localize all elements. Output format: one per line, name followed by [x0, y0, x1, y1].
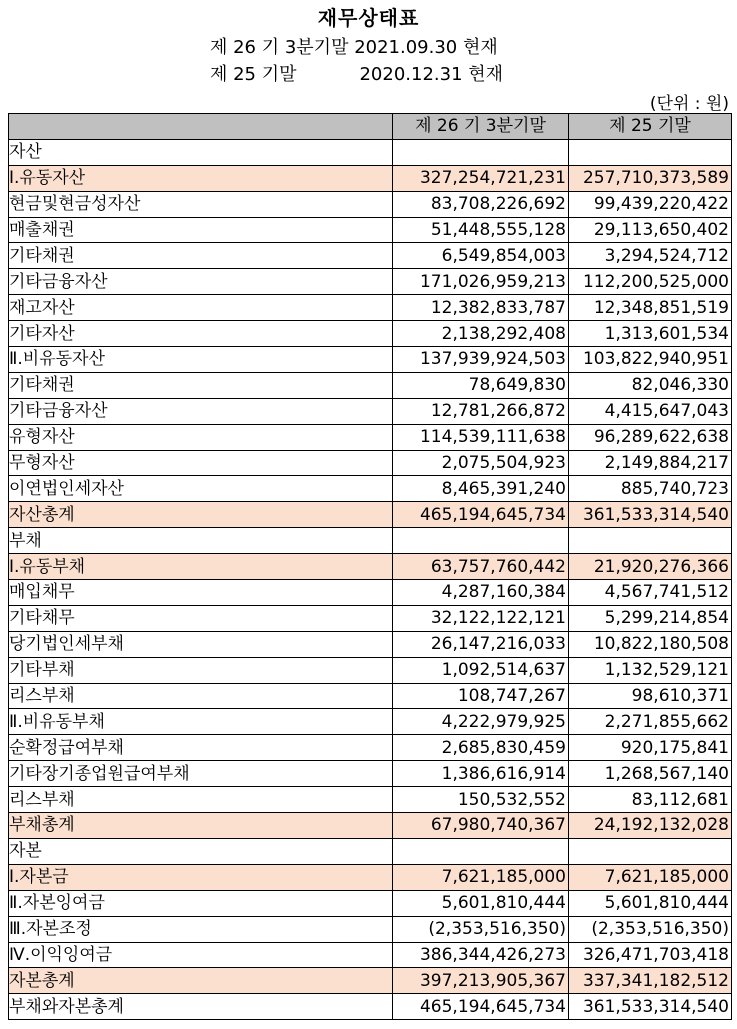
- current-period-value: 6,549,854,003: [393, 243, 569, 269]
- account-label: 현금및현금성자산: [9, 191, 393, 217]
- prior-period-value: 326,471,703,418: [569, 942, 732, 968]
- prior-period-value: 24,192,132,028: [569, 813, 732, 839]
- table-row: [9, 295, 732, 321]
- table-body: [9, 139, 732, 1019]
- statement-header: [0, 0, 737, 112]
- account-label: 이연법인세자산: [9, 476, 393, 502]
- current-period-value: 78,649,830: [393, 372, 569, 398]
- account-label: 기타자산: [9, 321, 393, 347]
- table-row: [9, 864, 732, 890]
- table-row: [9, 580, 732, 606]
- account-label: 리스부채: [9, 787, 393, 813]
- account-label: 부채총계: [9, 813, 393, 839]
- account-label: 기타장기종업원급여부채: [9, 761, 393, 787]
- statement-title: 재무상태표: [317, 6, 420, 30]
- current-period-value: 386,344,426,273: [393, 942, 569, 968]
- prior-period-value: 361,533,314,540: [569, 502, 732, 528]
- account-label: 자산총계: [9, 502, 393, 528]
- prior-period-value: 5,601,810,444: [569, 890, 732, 916]
- prior-period-value: 83,112,681: [569, 787, 732, 813]
- prior-period-value: 4,415,647,043: [569, 398, 732, 424]
- current-period-value: 8,465,391,240: [393, 476, 569, 502]
- prior-period-value: 885,740,723: [569, 476, 732, 502]
- current-period-value: 5,601,810,444: [393, 890, 569, 916]
- account-label: 리스부채: [9, 683, 393, 709]
- table-row: [9, 657, 732, 683]
- current-period-value: 137,939,924,503: [393, 347, 569, 373]
- current-period-value: 26,147,216,033: [393, 631, 569, 657]
- period-prior-date: 2020.12.31 현재: [359, 64, 504, 85]
- current-period-value: 1,092,514,637: [393, 657, 569, 683]
- header-account: [9, 114, 393, 140]
- account-label: Ⅰ.유동부채: [9, 554, 393, 580]
- prior-period-value: 1,132,529,121: [569, 657, 732, 683]
- current-period-value: 2,075,504,923: [393, 450, 569, 476]
- table-row: [9, 476, 732, 502]
- current-period-value: 12,382,833,787: [393, 295, 569, 321]
- current-period-value: 7,621,185,000: [393, 864, 569, 890]
- prior-period-value: 1,313,601,534: [569, 321, 732, 347]
- current-period-value: 397,213,905,367: [393, 968, 569, 994]
- account-label: 기타금융자산: [9, 398, 393, 424]
- prior-period-value: 21,920,276,366: [569, 554, 732, 580]
- account-label: 당기법인세부채: [9, 631, 393, 657]
- account-label: 매입채무: [9, 580, 393, 606]
- account-label: Ⅰ.자본금: [9, 864, 393, 890]
- account-label: 자산: [9, 139, 393, 165]
- table-row: [9, 838, 732, 864]
- table-row: [9, 709, 732, 735]
- prior-period-value: 337,341,182,512: [569, 968, 732, 994]
- account-label: Ⅳ.이익잉여금: [9, 942, 393, 968]
- current-period-value: 465,194,645,734: [393, 994, 569, 1020]
- table-row: [9, 502, 732, 528]
- table-row: [9, 605, 732, 631]
- table-row: [9, 191, 732, 217]
- table-row: [9, 735, 732, 761]
- table-row: [9, 968, 732, 994]
- table-row: [9, 165, 732, 191]
- table-row: [9, 243, 732, 269]
- table-row: [9, 424, 732, 450]
- account-label: 부채와자본총계: [9, 994, 393, 1020]
- account-label: Ⅱ.비유동부채: [9, 709, 393, 735]
- prior-period-value: 1,268,567,140: [569, 761, 732, 787]
- account-label: 기타채권: [9, 243, 393, 269]
- table-row: [9, 321, 732, 347]
- prior-period-value: 3,294,524,712: [569, 243, 732, 269]
- prior-period-value: 2,149,884,217: [569, 450, 732, 476]
- account-label: Ⅰ.유동자산: [9, 165, 393, 191]
- current-period-value: 12,781,266,872: [393, 398, 569, 424]
- table-row: [9, 994, 732, 1020]
- prior-period-value: [569, 528, 732, 554]
- prior-period-value: 103,822,940,951: [569, 347, 732, 373]
- prior-period-value: 920,175,841: [569, 735, 732, 761]
- current-period-value: 108,747,267: [393, 683, 569, 709]
- table-row: [9, 372, 732, 398]
- table-row: [9, 890, 732, 916]
- table-row: [9, 347, 732, 373]
- table-row: [9, 269, 732, 295]
- current-period-value: 4,287,160,384: [393, 580, 569, 606]
- account-label: Ⅲ.자본조정: [9, 916, 393, 942]
- prior-period-value: 7,621,185,000: [569, 864, 732, 890]
- account-label: 기타부채: [9, 657, 393, 683]
- table-row: [9, 450, 732, 476]
- current-period-value: 1,386,616,914: [393, 761, 569, 787]
- current-period-value: (2,353,516,350): [393, 916, 569, 942]
- period-current-label: 제 26 기 3분기말: [210, 37, 349, 58]
- current-period-value: 2,138,292,408: [393, 321, 569, 347]
- account-label: Ⅱ.비유동자산: [9, 347, 393, 373]
- current-period-value: 114,539,111,638: [393, 424, 569, 450]
- prior-period-value: 82,046,330: [569, 372, 732, 398]
- period-prior: [210, 60, 503, 86]
- table-row: [9, 813, 732, 839]
- unit-label: (단위 : 원): [649, 94, 729, 114]
- account-label: 자본: [9, 838, 393, 864]
- current-period-value: 4,222,979,925: [393, 709, 569, 735]
- current-period-value: 465,194,645,734: [393, 502, 569, 528]
- prior-period-value: 10,822,180,508: [569, 631, 732, 657]
- table-row: [9, 398, 732, 424]
- table-row: [9, 554, 732, 580]
- table-row: [9, 787, 732, 813]
- account-label: 기타채권: [9, 372, 393, 398]
- table-row: [9, 217, 732, 243]
- table-row: [9, 631, 732, 657]
- prior-period-value: (2,353,516,350): [569, 916, 732, 942]
- prior-period-value: 12,348,851,519: [569, 295, 732, 321]
- prior-period-value: 29,113,650,402: [569, 217, 732, 243]
- current-period-value: 150,532,552: [393, 787, 569, 813]
- current-period-value: 63,757,760,442: [393, 554, 569, 580]
- account-label: 재고자산: [9, 295, 393, 321]
- header-prior-period: 제 25 기말: [569, 114, 732, 140]
- prior-period-value: 2,271,855,662: [569, 709, 732, 735]
- account-label: 기타채무: [9, 605, 393, 631]
- prior-period-value: 96,289,622,638: [569, 424, 732, 450]
- account-label: 부채: [9, 528, 393, 554]
- current-period-value: 83,708,226,692: [393, 191, 569, 217]
- prior-period-value: 98,610,371: [569, 683, 732, 709]
- header-current-period: 제 26 기 3분기말: [393, 114, 569, 140]
- current-period-value: 67,980,740,367: [393, 813, 569, 839]
- current-period-value: [393, 139, 569, 165]
- account-label: Ⅱ.자본잉여금: [9, 890, 393, 916]
- current-period-value: 171,026,959,213: [393, 269, 569, 295]
- prior-period-value: 112,200,525,000: [569, 269, 732, 295]
- period-prior-label: 제 25 기말: [210, 64, 297, 85]
- table-row: [9, 761, 732, 787]
- table-row: [9, 683, 732, 709]
- current-period-value: 51,448,555,128: [393, 217, 569, 243]
- table-row: [9, 916, 732, 942]
- table-row: [9, 139, 732, 165]
- account-label: 매출채권: [9, 217, 393, 243]
- current-period-value: 32,122,122,121: [393, 605, 569, 631]
- prior-period-value: 361,533,314,540: [569, 994, 732, 1020]
- balance-sheet-table: [8, 113, 732, 1020]
- table-row: [9, 528, 732, 554]
- prior-period-value: 99,439,220,422: [569, 191, 732, 217]
- table-header-row: [9, 114, 732, 140]
- current-period-value: 2,685,830,459: [393, 735, 569, 761]
- prior-period-value: [569, 139, 732, 165]
- prior-period-value: 5,299,214,854: [569, 605, 732, 631]
- account-label: 유형자산: [9, 424, 393, 450]
- table-row: [9, 942, 732, 968]
- period-current-date: 2021.09.30 현재: [354, 37, 498, 58]
- account-label: 기타금융자산: [9, 269, 393, 295]
- current-period-value: [393, 528, 569, 554]
- prior-period-value: 257,710,373,589: [569, 165, 732, 191]
- prior-period-value: [569, 838, 732, 864]
- account-label: 순확정급여부채: [9, 735, 393, 761]
- current-period-value: 327,254,721,231: [393, 165, 569, 191]
- prior-period-value: 4,567,741,512: [569, 580, 732, 606]
- period-current: [210, 33, 498, 59]
- current-period-value: [393, 838, 569, 864]
- account-label: 무형자산: [9, 450, 393, 476]
- account-label: 자본총계: [9, 968, 393, 994]
